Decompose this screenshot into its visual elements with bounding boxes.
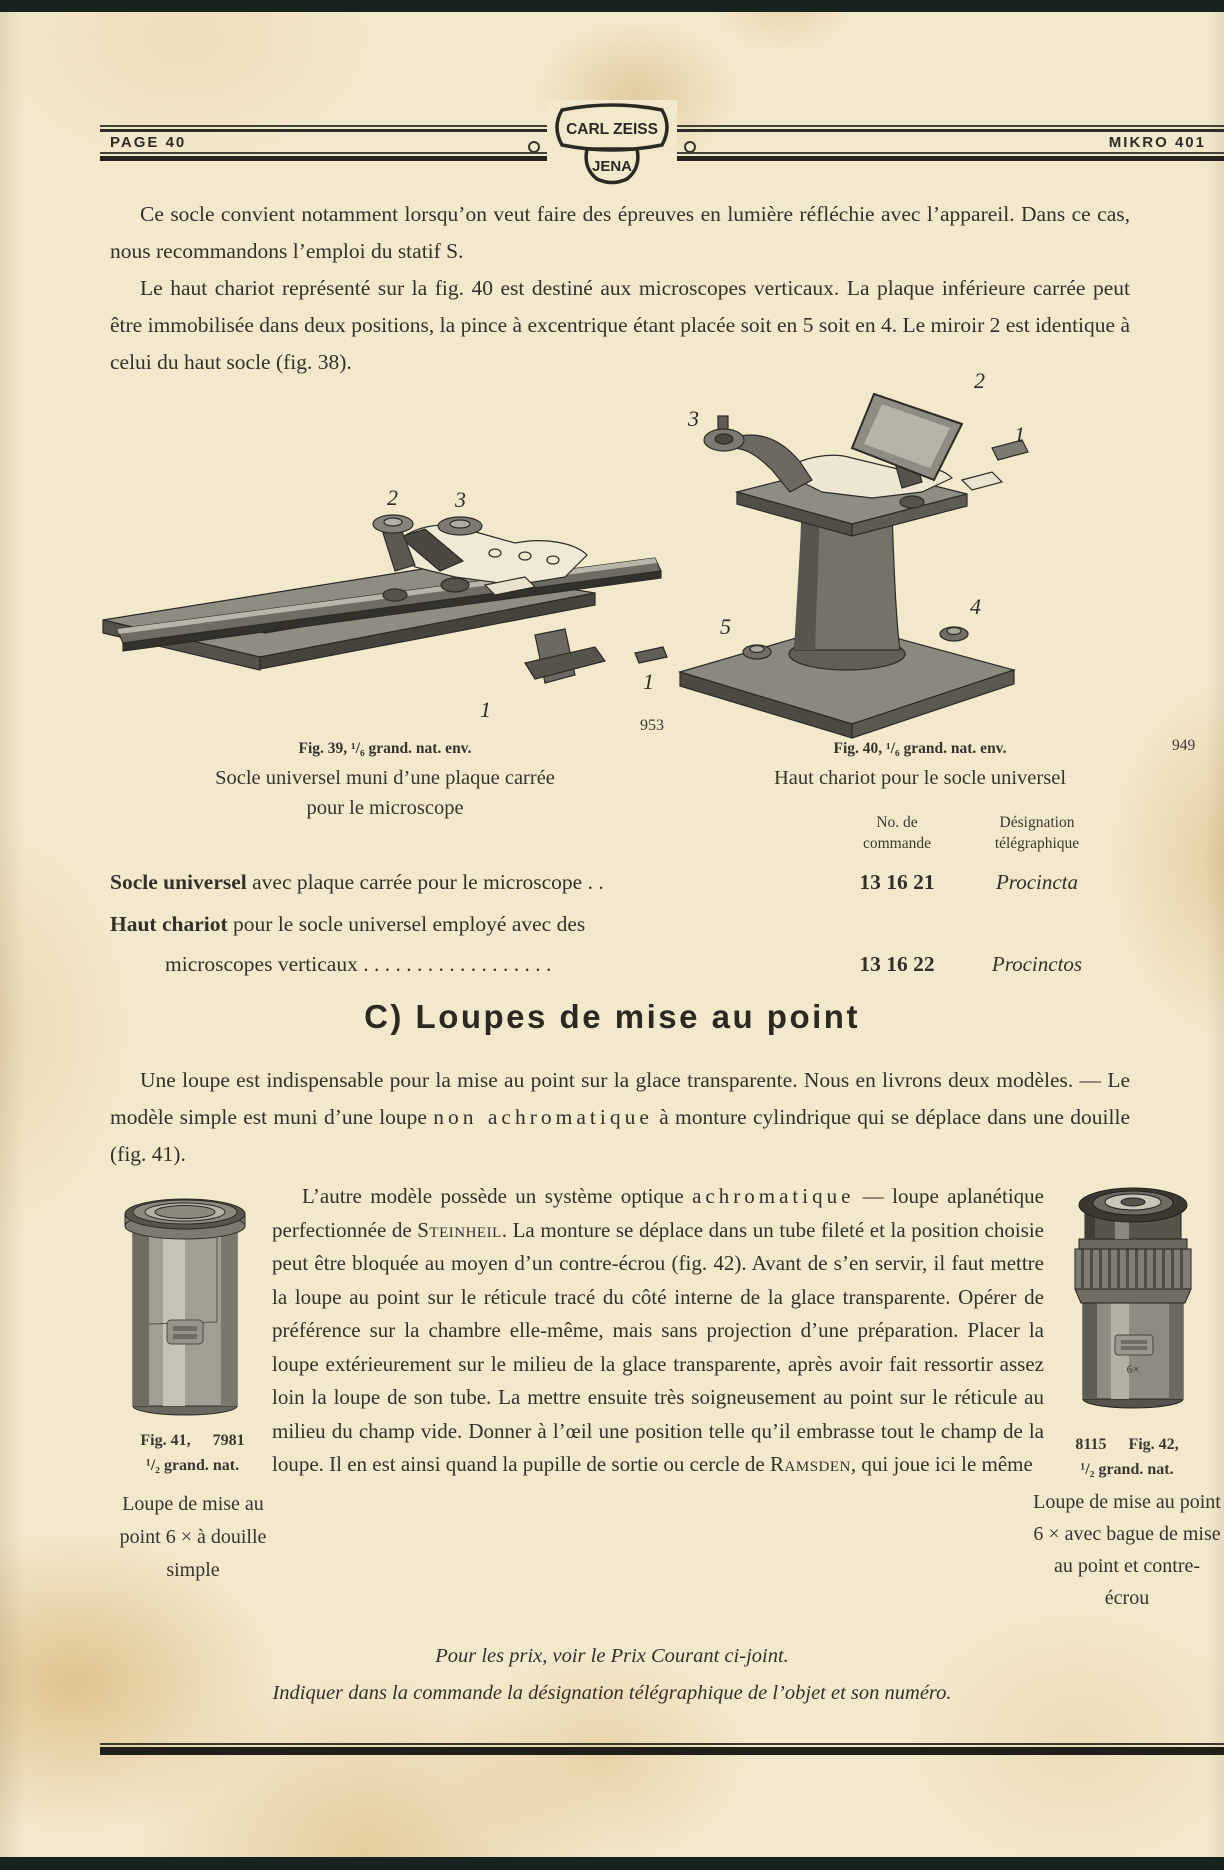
table-row xyxy=(110,912,1130,948)
telegraphic-name: Procincta xyxy=(995,870,1079,894)
fig41-illustration xyxy=(105,1172,265,1424)
telegraphic-column-header: Désignation télégraphique xyxy=(994,814,1080,852)
ornament-icon xyxy=(528,141,540,153)
figure-part-label: 1 xyxy=(643,669,654,694)
fig42-caption-meta: 8115 Fig. 42, ¹/₂ grand. nat. xyxy=(1075,1436,1179,1478)
figure-part-label: 1 xyxy=(480,697,491,722)
logo-text-carl-zeiss: CARL ZEISS xyxy=(566,121,658,138)
photo-number: 953 xyxy=(640,717,664,734)
figure-part-label: 2 xyxy=(974,368,985,393)
figure-part-label: 5 xyxy=(720,614,731,639)
doc-number-label: MIKRO 401 xyxy=(1108,134,1206,151)
fig42-caption: Loupe de mise au point 6 × avec bague de mise au point et contre-écrou xyxy=(1033,1491,1221,1609)
footer-line: Pour les prix, voir le Prix Courant ci-joint. xyxy=(435,1645,789,1667)
intro-paragraph-1: Ce socle convient notamment lorsqu’on veut faire des épreuves en lumière réfléchie avec l’appareil. Dans ce cas, nous recommandons l’emploi du statif S. xyxy=(110,202,1130,263)
fig40-caption xyxy=(690,740,1150,793)
page-number-label: PAGE 40 xyxy=(110,134,187,151)
figure-part-label: 4 xyxy=(970,594,981,619)
order-number-column-header: No. de commande xyxy=(862,814,931,852)
telegraphic-name: Procinctos xyxy=(991,952,1083,976)
fig39-caption-line: pour le microscope xyxy=(306,797,464,819)
loupes-intro-paragraph: Une loupe est indispensable pour la mise au point sur la glace transparente. Nous en livrons deux modèles. — Le modèle simple est muni d’une loupe non achromatique à monture cylindrique qui se déplace dans une douille (fig. 41). xyxy=(110,1068,1130,1166)
table-row xyxy=(110,952,1130,988)
fig39-caption-meta: Fig. 39, ¹/₆ grand. nat. env. xyxy=(298,740,472,757)
scan-edge-top xyxy=(0,0,1224,12)
section-heading: C) Loupes de mise au point xyxy=(364,998,860,1035)
table-row xyxy=(110,870,1130,906)
fig39-caption-line: Socle universel muni d’une plaque carrée xyxy=(215,767,555,789)
footer-line: Indiquer dans la commande la désignation télégraphique de l’objet et son numéro. xyxy=(272,1682,952,1704)
fig40-caption-line: Haut chariot pour le socle universel xyxy=(773,767,1067,789)
zeiss-logo-shield xyxy=(547,100,677,196)
figure-part-label: 1 xyxy=(1014,422,1025,447)
figure-part-label: 2 xyxy=(387,485,398,510)
product-description: Socle universel avec plaque carrée pour le microscope . . xyxy=(110,870,604,894)
footer-rule xyxy=(100,1747,1224,1755)
figure-part-label: 3 xyxy=(688,406,699,431)
photo-number: 949 xyxy=(1172,737,1196,754)
fig40-caption-meta: Fig. 40, ¹/₆ grand. nat. env. xyxy=(833,740,1007,757)
zeiss-logo xyxy=(547,100,677,196)
footer-note xyxy=(0,1638,1224,1712)
figure-part-label: 3 xyxy=(455,487,466,512)
ornament-icon xyxy=(684,141,696,153)
intro-paragraph-2: Le haut chariot représenté sur la fig. 40 est destiné aux microscopes verticaux. La plaque inférieure carrée peut être immobilisée dans deux positions, la pince à excentrique étant placée soit en 5 soit en 4. Le miroir 2 est identique à celui du haut socle (fig. 38). xyxy=(110,276,1130,374)
fig39-illustration xyxy=(95,425,675,725)
fig42-illustration xyxy=(1045,1165,1220,1417)
fig39-caption xyxy=(150,740,620,823)
logo-text-jena: JENA xyxy=(591,158,633,175)
product-description: microscopes verticaux . . . . . . . . . . . . . . . . . . xyxy=(165,952,552,976)
loupes-body-paragraph: L’autre modèle possède un système optique achromatique — loupe aplanétique perfectionnée de Steinheil. La monture se déplace dans un tube fileté et la position choisie peut être bloquée au moyen d’un contre-écrou (fig. 42). Avant de s’en servir, il faut mettre la loupe au point sur le réticule tracé du côté interne de la glace transparente. Opérer de préférence sur la chambre elle-même, mais sans projection d’une préparation. Placer la loupe extérieurement sur le milieu de la glace transparente, après avoir fait ressortir assez loin la loupe de son tube. La mettre ensuite très soigneusement au point sur le réticule au milieu du champ vide. Donner à l’œil une position telle qu’il embrasse tout le champ de la loupe. Il en est ainsi quand la pupille de sortie ou cercle de Ramsden, qui joue ici le même xyxy=(272,1184,1044,1476)
product-description: Haut chariot pour le socle universel employé avec des xyxy=(110,912,586,936)
loupe-magnification-marking: 6× xyxy=(1126,1362,1140,1376)
order-table xyxy=(110,812,1130,1007)
fig41-caption-meta: Fig. 41, 7981 ¹/₂ grand. nat. xyxy=(140,1432,245,1474)
scan-edge-bottom xyxy=(0,1857,1224,1870)
fig41-caption: Loupe de mise au point 6 × à douille simple xyxy=(119,1493,267,1581)
footer-rule xyxy=(100,1743,1224,1745)
order-number: 13 16 22 xyxy=(859,952,935,976)
fig40-illustration xyxy=(662,352,1034,744)
order-number: 13 16 21 xyxy=(859,870,935,894)
